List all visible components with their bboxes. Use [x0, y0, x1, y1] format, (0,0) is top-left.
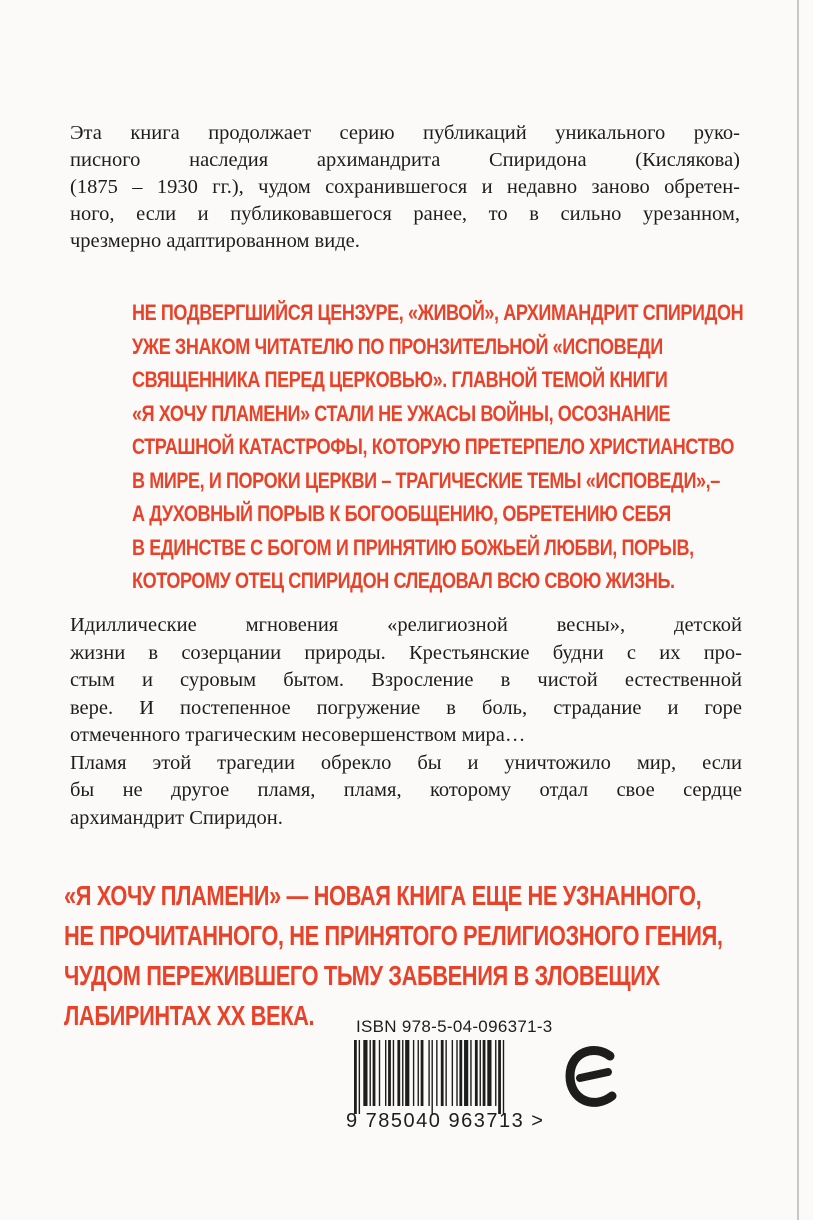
text-line: писного наследия архимандрита Спиридона (Кислякова)	[70, 149, 740, 171]
text-line: стым и суровым бытом. Взросление в чистой естественной	[70, 669, 742, 691]
red-text-line: КОТОРОМУ ОТЕЦ СПИРИДОН СЛЕДОВАЛ ВСЮ СВОЮ ЖИЗНЬ.	[132, 568, 675, 593]
text-line: архимандрит Спиридон.	[70, 806, 283, 829]
red-text-line: УЖЕ ЗНАКОМ ЧИТАТЕЛЮ ПО ПРОНЗИТЕЛЬНОЙ «ИСПОВЕДИ	[132, 333, 663, 359]
red-text-line: «Я ХОЧУ ПЛАМЕНИ» — НОВАЯ КНИГА ЕЩЕ НЕ УЗНАННОГО,	[64, 880, 702, 911]
text-line: Пламя этой трагедии обрекло бы и уничтожило мир, если	[70, 751, 742, 774]
eksmo-logo-icon	[564, 1038, 622, 1118]
red-text-line: ЛАБИРИНТАХ XX ВЕКА.	[64, 1000, 315, 1031]
intro-paragraph	[70, 120, 740, 255]
text-line: Идиллические мгновения «религиозной весны», детской	[70, 614, 742, 636]
text-line: отмеченного трагическим несовершенством мира…	[70, 724, 526, 746]
tagline-red-block	[64, 876, 723, 1036]
text-line: чрезмерно адаптированном виде.	[70, 230, 360, 252]
red-text-line: А ДУХОВНЫЙ ПОРЫВ К БОГООБЩЕНИЮ, ОБРЕТЕНИЮ СЕБЯ	[132, 501, 671, 526]
barcode-digits: 9 785040 963713 >	[346, 1110, 545, 1132]
text-line: бы не другое пламя, пламя, которому отдал свое сердце	[70, 779, 742, 801]
red-text-line: В ЕДИНСТВЕ С БОГОМ И ПРИНЯТИЮ БОЖЬЕЙ ЛЮБВИ, ПОРЫВ,	[132, 534, 694, 560]
text-line: Эта книга продолжает серию публикаций уникального руко-	[70, 122, 740, 144]
red-text-line: В МИРЕ, И ПОРОКИ ЦЕРКВИ – ТРАГИЧЕСКИЕ ТЕМЫ «ИСПОВЕДИ»,–	[132, 467, 720, 493]
red-text-line: СТРАШНОЙ КАТАСТРОФЫ, КОТОРУЮ ПРЕТЕРПЕЛО ХРИСТИАНСТВО	[132, 434, 734, 459]
red-text-line: СВЯЩЕННИКА ПЕРЕД ЦЕРКОВЬЮ». ГЛАВНОЙ ТЕМОЙ КНИГИ	[132, 367, 668, 392]
highlight-red-block	[132, 296, 744, 598]
red-text-line: НЕ ПРОЧИТАННОГО, НЕ ПРИНЯТОГО РЕЛИГИОЗНОГО ГЕНИЯ,	[64, 920, 723, 951]
red-text-line: ЧУДОМ ПЕРЕЖИВШЕГО ТЬМУ ЗАБВЕНИЯ В ЗЛОВЕЩИХ	[64, 960, 660, 991]
description-paragraph	[70, 612, 742, 832]
text-line: вере. И постепенное погружение в боль, страдание и горе	[70, 696, 742, 719]
text-line: жизни в созерцании природы. Крестьянские будни с их про-	[70, 641, 742, 664]
text-line: (1875 – 1930 гг.), чудом сохранившегося и недавно заново обретен-	[70, 176, 740, 198]
text-line: ного, если и публиковавшегося ранее, то в сильно урезанном,	[70, 203, 740, 225]
red-text-line: «Я ХОЧУ ПЛАМЕНИ» СТАЛИ НЕ УЖАСЫ ВОЙНЫ, ОСОЗНАНИЕ	[132, 400, 671, 426]
isbn-number: ISBN 978-5-04-096371-3	[356, 1017, 553, 1036]
red-text-line: НЕ ПОДВЕРГШИЙСЯ ЦЕНЗУРЕ, «ЖИВОЙ», АРХИМАНДРИТ СПИРИДОН	[132, 300, 744, 325]
cover-edge-line	[797, 0, 799, 1220]
